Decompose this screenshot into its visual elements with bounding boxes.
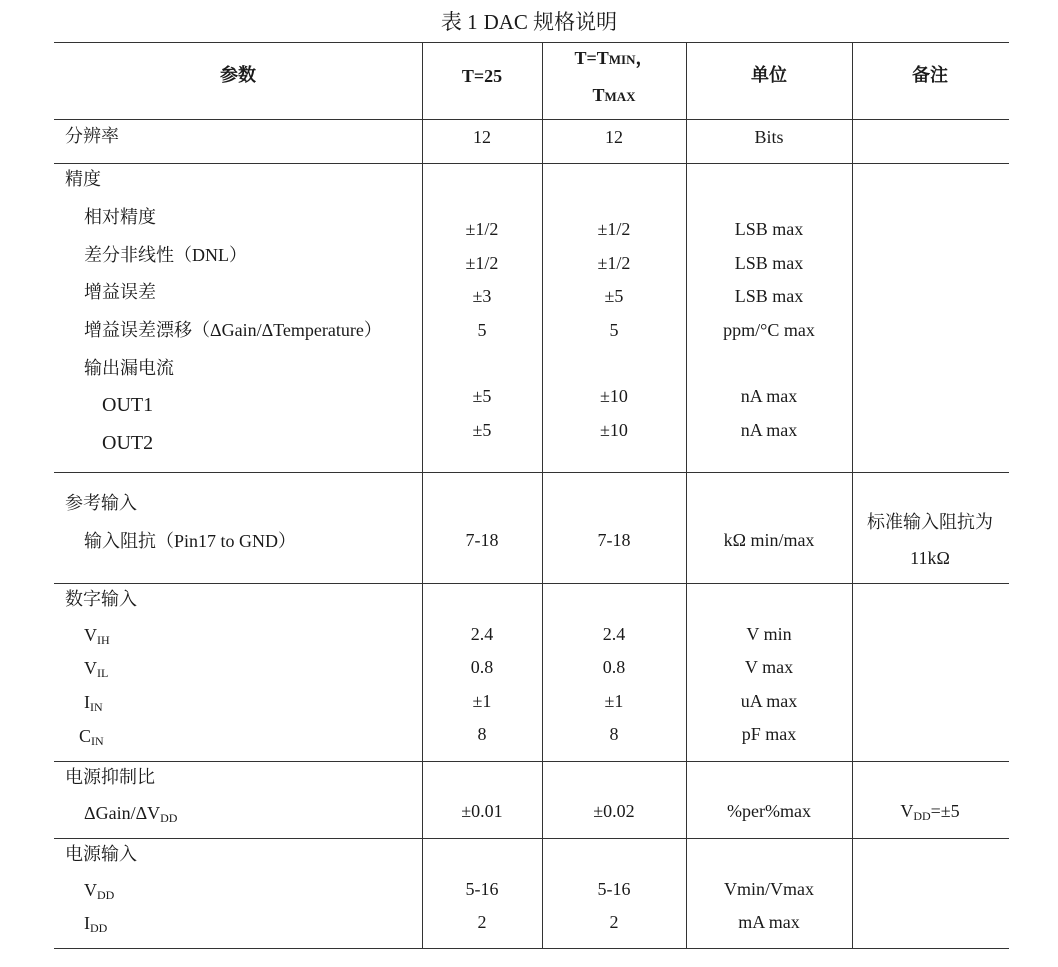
power-row-t25: 5-16 <box>465 879 499 899</box>
accuracy-row-unit: LSB max <box>734 219 804 239</box>
leak-row-unit: nA max <box>740 420 798 440</box>
reference-note-line2: 11kΩ <box>910 548 950 568</box>
rule-top <box>54 42 1009 43</box>
power-row-t25: 2 <box>477 912 487 932</box>
psrr-label: 电源抑制比 <box>65 767 155 787</box>
accuracy-row-label: 相对精度 <box>84 207 156 227</box>
digital-row-symbol: $I_{IN}$ <box>84 692 103 714</box>
col-rule-3 <box>686 42 687 949</box>
leak-row-label: OUT1 <box>102 394 154 416</box>
digital-row-tmm: 8 <box>609 724 619 744</box>
accuracy-row-label: 增益误差 <box>84 282 156 302</box>
accuracy-row-unit: LSB max <box>734 286 804 306</box>
header-tminmax-line2: TMAX <box>592 85 636 105</box>
leak-row-t25: ±5 <box>472 420 492 440</box>
digital-row-t25: ±1 <box>472 691 492 711</box>
reference-row-tmm: 7-18 <box>597 530 631 550</box>
leak-row-label: OUT2 <box>102 432 154 454</box>
power-row-symbol: $V_{DD}$ <box>84 880 115 902</box>
psrr-row-unit: %per%max <box>727 801 811 821</box>
accuracy-row-unit: LSB max <box>734 253 804 273</box>
digital-row-unit: pF max <box>741 724 797 744</box>
header-param: 参数 <box>220 65 256 85</box>
psrr-note: $V_{DD}=\pm 5$ <box>900 801 960 823</box>
caption-title: DAC 规格说明 <box>483 10 618 34</box>
accuracy-row-t25: ±3 <box>472 286 492 306</box>
leak-row-t25: ±5 <box>472 386 492 406</box>
accuracy-row-tmm: 5 <box>609 320 619 340</box>
col-rule-4 <box>852 42 853 949</box>
accuracy-row-label: 差分非线性（DNL） <box>84 245 247 265</box>
spec-table <box>54 42 1009 949</box>
reference-row-t25: 7-18 <box>465 530 499 550</box>
resolution-unit: Bits <box>754 127 784 147</box>
power-label: 电源输入 <box>65 844 137 864</box>
resolution-t25: 12 <box>473 127 491 147</box>
reference-label: 参考输入 <box>65 493 137 513</box>
leak-label: 输出漏电流 <box>84 358 174 378</box>
rule-accuracy <box>54 472 1009 473</box>
col-rule-1 <box>422 42 423 949</box>
accuracy-row-tmm: ±1/2 <box>597 219 631 239</box>
accuracy-row-t25: ±1/2 <box>465 219 499 239</box>
digital-row-t25: 8 <box>477 724 487 744</box>
rule-digital <box>54 761 1009 762</box>
power-row-unit: mA max <box>738 912 800 932</box>
rule-psrr <box>54 838 1009 839</box>
digital-row-tmm: 2.4 <box>602 624 626 644</box>
header-tminmax-line1: T=TMIN， <box>574 48 654 68</box>
digital-row-unit: uA max <box>740 691 798 711</box>
caption-label: 表 1 <box>440 10 478 34</box>
accuracy-row-label: 增益误差漂移（ΔGain/ΔTemperature） <box>84 320 382 340</box>
rule-resolution <box>54 163 1009 164</box>
leak-row-unit: nA max <box>740 386 798 406</box>
accuracy-row-t25: 5 <box>477 320 487 340</box>
power-row-unit: Vmin/Vmax <box>724 879 814 899</box>
power-row-tmm: 2 <box>609 912 619 932</box>
accuracy-row-tmm: ±1/2 <box>597 253 631 273</box>
accuracy-row-t25: ±1/2 <box>465 253 499 273</box>
psrr-row-symbol: ΔGain/$\Delta V_{DD}$ <box>84 803 178 825</box>
leak-row-tmm: ±10 <box>600 420 628 440</box>
psrr-row-tmm: ±0.02 <box>593 801 635 821</box>
table-caption <box>0 6 1058 36</box>
resolution-tmm: 12 <box>605 127 623 147</box>
rule-header <box>54 119 1009 120</box>
header-note: 备注 <box>912 65 948 85</box>
resolution-label: 分辨率 <box>65 126 119 146</box>
digital-row-symbol: $C_{IN}$ <box>79 726 104 748</box>
power-row-tmm: 5-16 <box>597 879 631 899</box>
power-row-symbol: $I_{DD}$ <box>84 913 108 935</box>
accuracy-label: 精度 <box>65 169 101 189</box>
digital-row-unit: V max <box>744 657 794 677</box>
digital-row-t25: 2.4 <box>470 624 494 644</box>
reference-row-label: 输入阻抗（Pin17 to GND） <box>84 531 297 551</box>
digital-row-unit: V min <box>746 624 792 644</box>
header-unit: 单位 <box>751 65 787 85</box>
digital-row-tmm: ±1 <box>604 691 624 711</box>
digital-row-symbol: $V_{IL}$ <box>84 658 109 680</box>
reference-note-line1: 标准输入阻抗为 <box>867 512 993 532</box>
digital-row-t25: 0.8 <box>470 657 494 677</box>
digital-row-symbol: $V_{IH}$ <box>84 625 110 647</box>
reference-row-unit: kΩ min/max <box>723 530 815 550</box>
accuracy-row-unit: ppm/°C max <box>723 320 815 340</box>
accuracy-row-tmm: ±5 <box>604 286 624 306</box>
header-t25: T=25 <box>461 66 503 86</box>
rule-reference <box>54 583 1009 584</box>
digital-label: 数字输入 <box>65 589 137 609</box>
col-rule-2 <box>542 42 543 949</box>
digital-row-tmm: 0.8 <box>602 657 626 677</box>
rule-bottom <box>54 948 1009 949</box>
psrr-row-t25: ±0.01 <box>461 801 503 821</box>
leak-row-tmm: ±10 <box>600 386 628 406</box>
